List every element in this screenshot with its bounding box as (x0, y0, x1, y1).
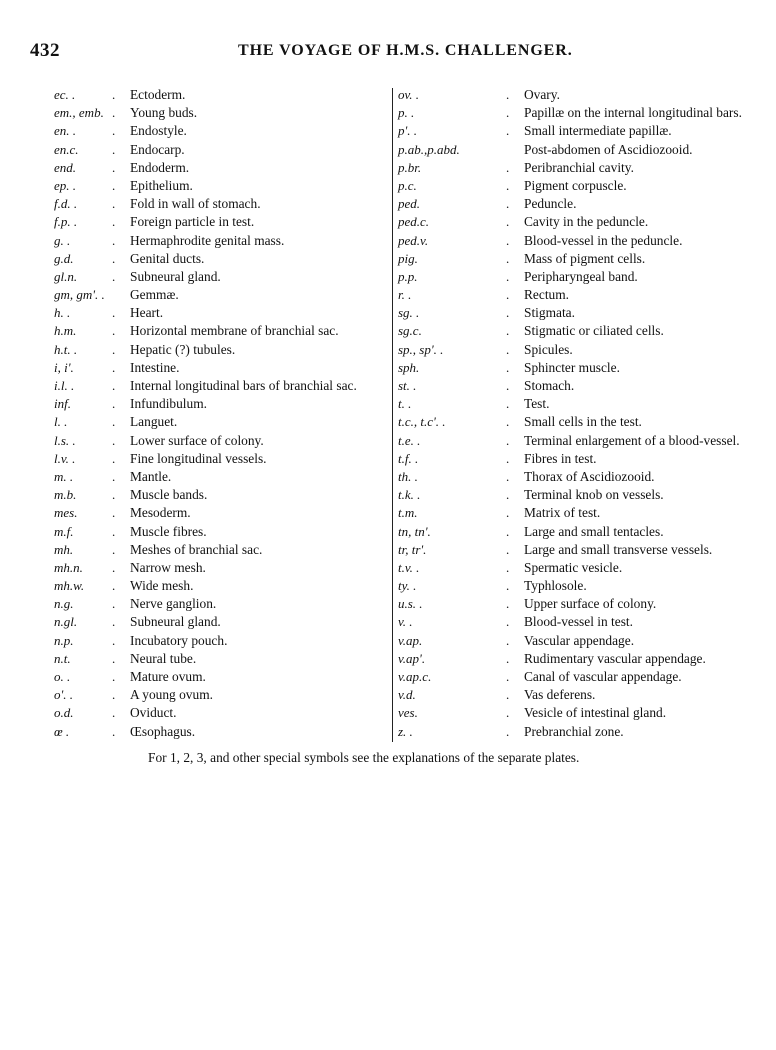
legend-abbreviation: mh.w. (54, 578, 85, 594)
legend-leader-dot: . (506, 159, 510, 175)
legend-description: Subneural gland. (130, 268, 221, 284)
legend-leader-dot: . (506, 559, 510, 575)
legend-abbreviation: z. . (398, 723, 413, 739)
legend-entry (52, 468, 392, 486)
legend-leader-dot: . (506, 87, 510, 102)
legend-abbreviation: t. . (398, 396, 412, 412)
legend-description: Typhlosole. (524, 578, 587, 594)
legend-abbreviation: p. . (398, 105, 415, 121)
legend-leader-dot: . (112, 669, 116, 684)
legend-leader-dot: . (112, 505, 116, 521)
legend-leader-dot: . (506, 232, 510, 248)
legend-leader-dot: . (112, 105, 116, 121)
legend-leader-dot: . (506, 487, 510, 503)
legend-entry (398, 377, 748, 395)
legend-entry (398, 395, 748, 413)
legend-description: Languet. (130, 414, 178, 430)
legend-entry (52, 504, 392, 522)
legend-description: Subneural gland. (130, 614, 221, 630)
legend-abbreviation: tn, tn'. (398, 523, 431, 539)
legend-description: Muscle fibres. (130, 523, 207, 539)
legend-entry (398, 523, 748, 541)
legend-abbreviation: v. . (398, 614, 413, 630)
legend-entry (398, 268, 748, 286)
legend-description: Young buds. (130, 105, 198, 121)
legend-abbreviation: th. . (398, 468, 418, 484)
legend-entry (52, 122, 392, 140)
legend-abbreviation: en. . (54, 123, 77, 139)
legend-entry (398, 286, 748, 304)
legend-leader-dot: . (506, 596, 510, 612)
legend-entry (398, 304, 748, 322)
legend-description: Internal longitudinal bars of branchial sac. (130, 378, 357, 393)
legend-description: Mesoderm. (130, 505, 191, 521)
legend-description: Small intermediate papillæ. (524, 123, 672, 139)
legend-leader-dot: . (506, 323, 510, 339)
legend-description: Papillæ on the internal longitudinal bars. (524, 105, 742, 121)
legend-leader-dot: . (112, 341, 116, 357)
legend-leader-dot: . (112, 141, 116, 157)
legend-description: Large and small transverse vessels. (524, 541, 713, 557)
legend-entry (398, 104, 748, 122)
legend-entry (52, 595, 392, 613)
legend-entry (52, 650, 392, 668)
legend-entry (52, 577, 392, 595)
legend-description: Mass of pigment cells. (524, 250, 646, 266)
legend-description: Peribranchial cavity. (524, 159, 634, 175)
legend-entry (52, 159, 392, 177)
legend-leader-dot: . (506, 650, 510, 666)
legend-leader-dot: . (112, 487, 116, 503)
legend-entry (52, 341, 392, 359)
legend-entry (398, 504, 748, 522)
legend-abbreviation: st. . (398, 378, 417, 393)
legend-entry (52, 86, 392, 104)
legend-abbreviation: mh. (54, 541, 74, 557)
legend-description: Endocarp. (130, 141, 185, 157)
legend-entry (52, 432, 392, 450)
legend-entry (398, 577, 748, 595)
legend-entry (398, 432, 748, 450)
legend-entry (398, 613, 748, 631)
legend-abbreviation: i.l. . (54, 378, 75, 393)
legend-leader-dot: . (112, 123, 116, 139)
legend-leader-dot: . (112, 468, 116, 484)
legend-description: Neural tube. (130, 650, 197, 666)
legend-entry (398, 177, 748, 195)
legend-leader-dot: . (506, 578, 510, 594)
legend-leader-dot: . (112, 523, 116, 539)
legend-entry (398, 141, 748, 159)
legend-abbreviation: sp., sp'. . (398, 341, 444, 357)
legend-description: Blood-vessel in the peduncle. (524, 232, 683, 248)
legend-abbreviation: gl.n. (54, 268, 78, 284)
legend-abbreviation: t.f. . (398, 450, 419, 466)
legend-description: Nerve ganglion. (130, 596, 217, 612)
legend-description: Vas deferens. (524, 687, 596, 703)
legend-abbreviation: n.p. (54, 632, 74, 648)
legend-abbreviation: ep. . (54, 177, 77, 193)
legend-leader-dot: . (112, 705, 116, 721)
legend-description: Sphincter muscle. (524, 359, 620, 375)
legend-abbreviation: h.m. (54, 323, 77, 339)
legend-entry (52, 723, 392, 741)
legend-entry (52, 213, 392, 231)
legend-abbreviation: f.p. . (54, 214, 78, 230)
legend-description: Spicules. (524, 341, 573, 357)
legend-description: Ectoderm. (130, 87, 186, 102)
legend-description: Peduncle. (524, 196, 577, 212)
legend-leader-dot: . (112, 723, 116, 739)
legend-description: Hermaphrodite genital mass. (130, 232, 285, 248)
legend-description: Ovary. (524, 87, 560, 102)
legend-description: Meshes of branchial sac. (130, 541, 263, 557)
legend-leader-dot: . (112, 414, 116, 430)
legend-leader-dot: . (506, 450, 510, 466)
legend-abbreviation: œ . (54, 723, 70, 739)
legend-leader-dot: . (506, 468, 510, 484)
legend-leader-dot: . (112, 632, 116, 648)
legend-abbreviation: mh.n. (54, 559, 83, 575)
legend-leader-dot: . (112, 432, 116, 448)
legend-abbreviation: v.d. (398, 687, 416, 703)
legend-abbreviation: p'. . (398, 123, 418, 139)
legend-description: Vascular appendage. (524, 632, 635, 648)
legend-entry (398, 322, 748, 340)
legend-column-right (398, 86, 748, 741)
legend-leader-dot: . (112, 323, 116, 339)
legend-entry (398, 595, 748, 613)
legend-entry (52, 450, 392, 468)
legend-leader-dot: . (112, 396, 116, 412)
legend-entry (398, 213, 748, 231)
legend-leader-dot: . (112, 159, 116, 175)
legend-description: Oviduct. (130, 705, 177, 721)
legend-abbreviation: ped.v. (398, 232, 429, 248)
legend-entry (52, 486, 392, 504)
legend-abbreviation: r. . (398, 287, 412, 303)
legend-abbreviation: ty. . (398, 578, 417, 594)
legend-abbreviation: en.c. (54, 141, 79, 157)
legend-entry (52, 559, 392, 577)
legend-leader-dot: . (506, 396, 510, 412)
legend-entry (52, 377, 392, 395)
legend-abbreviation: p.br. (398, 159, 422, 175)
legend-description: Upper surface of colony. (524, 596, 657, 612)
legend-description: Test. (524, 396, 550, 412)
legend-description: Fibres in test. (524, 450, 597, 466)
legend-entry (52, 322, 392, 340)
legend-leader-dot: . (506, 250, 510, 266)
legend-leader-dot: . (112, 214, 116, 230)
legend-abbreviation: f.d. . (54, 196, 78, 212)
legend-abbreviation: p.c. (398, 177, 417, 193)
legend-description: Lower surface of colony. (130, 432, 264, 448)
legend-leader-dot: . (112, 305, 116, 321)
legend-entry (398, 468, 748, 486)
legend-abbreviation: m.f. (54, 523, 74, 539)
legend-abbreviation: mes. (54, 505, 78, 521)
legend-description: Muscle bands. (130, 487, 208, 503)
legend-description: Heart. (130, 305, 164, 321)
legend-description: Peripharyngeal band. (524, 268, 638, 284)
legend-leader-dot: . (506, 105, 510, 121)
legend-leader-dot: . (506, 268, 510, 284)
legend-entry (52, 177, 392, 195)
legend-description: Thorax of Ascidiozooid. (524, 468, 655, 484)
legend-leader-dot: . (112, 87, 116, 102)
legend-leader-dot: . (112, 359, 116, 375)
legend-description: Gemmæ. (130, 287, 179, 303)
legend-leader-dot: . (506, 378, 510, 393)
legend-leader-dot: . (112, 614, 116, 630)
legend-entry (52, 668, 392, 686)
legend-entry (398, 86, 748, 104)
legend-abbreviation: g.d. (54, 250, 74, 266)
legend-leader-dot: . (506, 541, 510, 557)
legend-entry (52, 704, 392, 722)
legend-leader-dot: . (506, 214, 510, 230)
legend-abbreviation: p.p. (398, 268, 418, 284)
legend-leader-dot: . (506, 177, 510, 193)
legend-description: Prebranchial zone. (524, 723, 624, 739)
legend-description: Large and small tentacles. (524, 523, 664, 539)
legend-entry (398, 359, 748, 377)
legend-leader-dot: . (112, 559, 116, 575)
legend-entry (52, 268, 392, 286)
legend-abbreviation: inf. (54, 396, 71, 412)
legend-description: Terminal knob on vessels. (524, 487, 664, 503)
legend-leader-dot: . (506, 614, 510, 630)
legend-leader-dot: . (112, 450, 116, 466)
legend-description: Fold in wall of stomach. (130, 196, 261, 212)
legend-leader-dot: . (506, 123, 510, 139)
legend-abbreviation: t.c., t.c'. . (398, 414, 446, 430)
legend-column-left (52, 86, 392, 741)
legend-description: Stigmatic or ciliated cells. (524, 323, 664, 339)
legend-description: Post-abdomen of Ascidiozooid. (524, 141, 693, 157)
legend-abbreviation: o. . (54, 669, 71, 684)
legend-entry (398, 341, 748, 359)
page-number: 432 (30, 40, 60, 61)
legend-leader-dot: . (506, 196, 510, 212)
footnote: For 1, 2, 3, and other special symbols see the explanations of the separate plates. (148, 750, 580, 765)
legend-leader-dot: . (506, 669, 510, 684)
legend-entry (398, 650, 748, 668)
legend-entry (52, 304, 392, 322)
legend-description: Endoderm. (130, 159, 190, 175)
legend-entry (52, 413, 392, 431)
legend-entry (398, 686, 748, 704)
legend-abbreviation: pig. (398, 250, 418, 266)
legend-entry (398, 450, 748, 468)
running-title: THE VOYAGE OF H.M.S. CHALLENGER. (238, 42, 573, 59)
legend-entry (398, 541, 748, 559)
legend-leader-dot: . (112, 687, 116, 703)
legend-entry (52, 195, 392, 213)
legend-entry (52, 395, 392, 413)
legend-leader-dot: . (506, 687, 510, 703)
legend-abbreviation: u.s. . (398, 596, 423, 612)
legend-abbreviation: t.v. . (398, 559, 420, 575)
legend-abbreviation: p.ab.,p.abd. (398, 141, 460, 157)
legend-leader-dot: . (112, 232, 116, 248)
legend-abbreviation: l. . (54, 414, 68, 430)
legend-leader-dot: . (506, 287, 510, 303)
legend-entry (398, 159, 748, 177)
legend-abbreviation: ves. (398, 705, 418, 721)
legend-abbreviation: n.g. (54, 596, 74, 612)
legend-description: A young ovum. (130, 687, 213, 703)
legend-entry (398, 486, 748, 504)
legend-abbreviation: t.m. (398, 505, 418, 521)
legend-leader-dot: . (112, 578, 116, 594)
legend-description: Hepatic (?) tubules. (130, 341, 236, 357)
legend-entry (52, 541, 392, 559)
legend-abbreviation: ped. (398, 196, 421, 212)
legend-entry (398, 668, 748, 686)
legend-description: Fine longitudinal vessels. (130, 450, 267, 466)
legend-entry (52, 232, 392, 250)
legend-entry (398, 723, 748, 741)
legend-description: Rudimentary vascular appendage. (524, 650, 706, 666)
legend-leader-dot: . (112, 541, 116, 557)
legend-description: Intestine. (130, 359, 180, 375)
legend-abbreviation: end. (54, 159, 77, 175)
legend-abbreviation: m. . (54, 468, 74, 484)
legend-description: Endostyle. (130, 123, 187, 139)
legend-description: Œsophagus. (130, 723, 196, 739)
legend-leader-dot: . (506, 305, 510, 321)
legend-abbreviation: v.ap. (398, 632, 423, 648)
legend-abbreviation: g. . (54, 232, 71, 248)
legend-description: Blood-vessel in test. (524, 614, 633, 630)
legend-abbreviation: ped.c. (398, 214, 430, 230)
legend-abbreviation: sg.c. (398, 323, 422, 339)
legend-entry (52, 613, 392, 631)
legend-description: Vesicle of intestinal gland. (524, 705, 667, 721)
legend-entry (398, 250, 748, 268)
legend-leader-dot: . (112, 177, 116, 193)
legend-leader-dot: . (112, 196, 116, 212)
legend-abbreviation: l.v. . (54, 450, 76, 466)
legend-abbreviation: sph. (398, 359, 420, 375)
legend-abbreviation: n.gl. (54, 614, 78, 630)
legend-leader-dot: . (506, 341, 510, 357)
legend-entry (398, 559, 748, 577)
legend-description: Matrix of test. (524, 505, 601, 521)
legend-description: Spermatic vesicle. (524, 559, 623, 575)
legend-entry (398, 632, 748, 650)
legend-abbreviation: n.t. (54, 650, 71, 666)
legend-description: Pigment corpuscle. (524, 177, 627, 193)
legend-leader-dot: . (112, 378, 116, 393)
legend-leader-dot: . (506, 723, 510, 739)
legend-description: Mantle. (130, 468, 172, 484)
legend-abbreviation: gm, gm'. . (54, 287, 105, 303)
legend-description: Cavity in the peduncle. (524, 214, 649, 230)
legend-entry (52, 141, 392, 159)
legend-leader-dot: . (506, 705, 510, 721)
legend-abbreviation: o.d. (54, 705, 74, 721)
legend-entry (52, 250, 392, 268)
legend-description: Stomach. (524, 378, 575, 393)
legend-entry (398, 195, 748, 213)
legend-entry (52, 286, 392, 304)
legend-description: Wide mesh. (130, 578, 194, 594)
legend-leader-dot: . (506, 414, 510, 430)
legend-entry (52, 359, 392, 377)
column-divider (392, 88, 393, 742)
legend-entry (398, 232, 748, 250)
legend-abbreviation: o'. . (54, 687, 74, 703)
legend-entry (52, 104, 392, 122)
legend-abbreviation: t.e. . (398, 432, 421, 448)
legend-description: Small cells in the test. (524, 414, 642, 430)
legend-description: Genital ducts. (130, 250, 205, 266)
legend-abbreviation: h.t. . (54, 341, 78, 357)
legend-abbreviation: h. . (54, 305, 71, 321)
legend-leader-dot: . (506, 359, 510, 375)
legend-abbreviation: m.b. (54, 487, 77, 503)
legend-entry (398, 704, 748, 722)
legend-abbreviation: i, i'. (54, 359, 74, 375)
legend-leader-dot: . (112, 250, 116, 266)
legend-leader-dot: . (112, 268, 116, 284)
legend-entry (398, 413, 748, 431)
legend-abbreviation: v.ap.c. (398, 669, 432, 684)
legend-abbreviation: t.k. . (398, 487, 421, 503)
legend-leader-dot: . (506, 505, 510, 521)
legend-description: Epithelium. (130, 177, 193, 193)
legend-description: Narrow mesh. (130, 559, 206, 575)
legend-description: Horizontal membrane of branchial sac. (130, 323, 339, 339)
legend-description: Infundibulum. (130, 396, 207, 412)
legend-abbreviation: tr, tr'. (398, 541, 427, 557)
legend-description: Stigmata. (524, 305, 575, 321)
legend-abbreviation: em., emb. (54, 105, 104, 121)
legend-abbreviation: ec. . (54, 87, 76, 102)
legend-leader-dot: . (506, 632, 510, 648)
legend-leader-dot: . (506, 432, 510, 448)
legend-abbreviation: l.s. . (54, 432, 76, 448)
legend-description: Rectum. (524, 287, 569, 303)
legend-description: Canal of vascular appendage. (524, 669, 682, 684)
legend-description: Mature ovum. (130, 669, 206, 684)
legend-abbreviation: ov. . (398, 87, 420, 102)
legend-leader-dot: . (112, 596, 116, 612)
legend-entry (52, 632, 392, 650)
legend-leader-dot: . (112, 650, 116, 666)
legend-description: Foreign particle in test. (130, 214, 255, 230)
legend-abbreviation: sg. . (398, 305, 420, 321)
legend-entry (52, 523, 392, 541)
legend-abbreviation: v.ap'. (398, 650, 426, 666)
legend-description: Incubatory pouch. (130, 632, 228, 648)
legend-entry (398, 122, 748, 140)
legend-entry (52, 686, 392, 704)
legend-description: Terminal enlargement of a blood-vessel. (524, 432, 740, 448)
legend-leader-dot: . (506, 523, 510, 539)
